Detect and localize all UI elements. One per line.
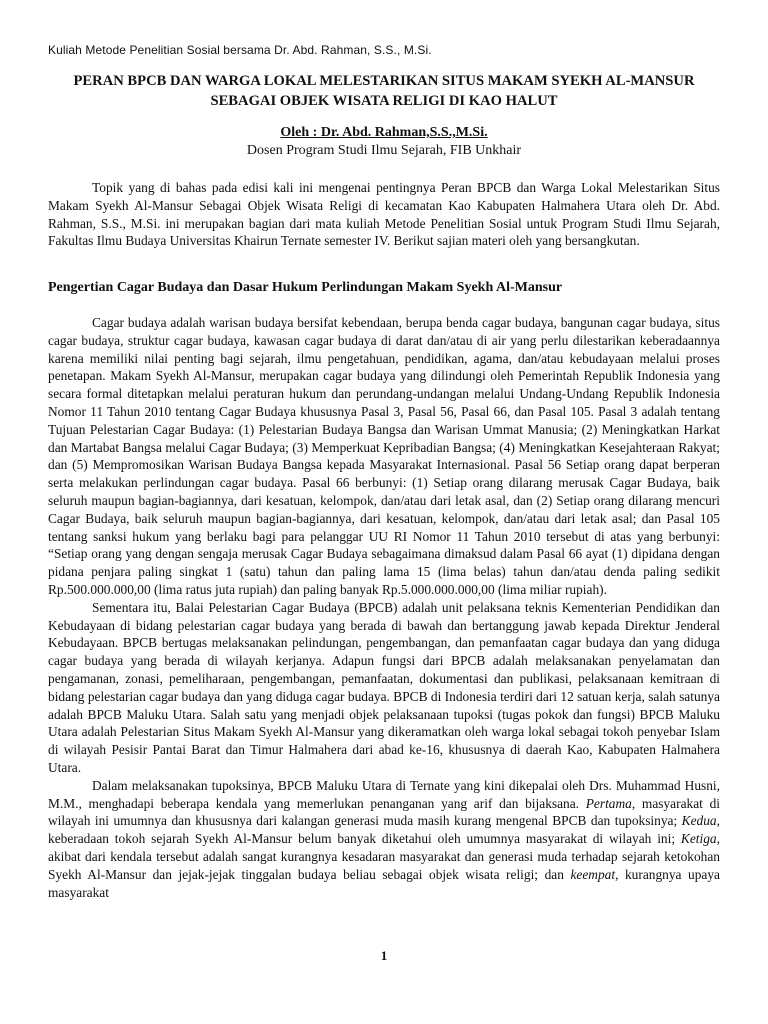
emphasis-kedua: Kedua	[681, 813, 717, 829]
text-run: , akibat dari kendala tersebut adalah sangat kurangnya kesadaran masyarakat dan generasi muda terhadap sejarah ketokohan Syekh Al-Mansur dan jejak-jejak tinggalan budaya beliau sebagai objek wisata religi; dan	[48, 831, 720, 882]
intro-block	[48, 179, 720, 250]
text-run: , masyarakat di wilayah ini umumnya dan khususnya dari kalangan generasi muda masih kurang mengenal BPCB dan tupoksinya;	[48, 795, 720, 829]
body-paragraph-1: Cagar budaya adalah warisan budaya bersifat kebendaan, berupa benda cagar budaya, bangunan cagar budaya, situs cagar budaya, struktur cagar budaya, kawasan cagar budaya di darat dan/atau di air yang perlu dilestarikan keberadaannya karena memiliki nilai penting bagi sejarah, ilmu pengetahuan, pendidikan, agama, dan/atau kebudayaan melalui proses penetapan. Makam Syekh Al-Mansur, merupakan cagar budaya yang dilindungi oleh Pemerintah Republik Indonesia yang secara formal ditetapkan melalui peraturan hukum dan perundang-undangan melalui Undang-Undang Republik Indonesia Nomor 11 Tahun 2010 tentang Cagar Budaya khususnya Pasal 3, Pasal 56, Pasal 66, dan Pasal 105. Pasal 3 adalah tentang Tujuan Pelestarian Cagar Budaya: (1) Pelestarian Budaya Bangsa dan Warisan Ummat Manusia; (2) Meningkatkan Harkat dan Martabat Bangsa melalui Cagar Budaya; (3) Memperkuat Kepribadian Bangsa; (4) Meningkatkan Kesejahteraan Rakyat; dan (5) Mempromosikan Warisan Budaya Bangsa kepada Masyarakat Internasional. Pasal 56 Setiap orang dapat berperan serta melakukan perlindungan cagar budaya. Pasal 66 berbunyi: (1) Setiap orang dilarang merusak Cagar Budaya, baik seluruh maupun bagian-bagiannya, dari kesatuan, kelompok, dan/atau dari letak asal, dan (2) Setiap orang dilarang mencuri Cagar Budaya, baik seluruh maupun bagian-bagiannya, dari kesatuan, kelompok, dan/atau dari letak asal; dan Pasal 105 tentang sanksi hukum yang berlaku bagi para pelanggar UU RI Nomor 11 Tahun 2010 tersebut di atas yang berbunyi: “Setiap orang yang dengan sengaja merusak Cagar Budaya sebagaimana dimaksud dalam Pasal 66 ayat (1) dipidana dengan pidana penjara paling singkat 1 (satu) tahun dan paling lama 15 (lima belas) tahun dan/atau denda paling sedikit Rp.500.000.000,00 (lima ratus juta rupiah) dan paling banyak Rp.5.000.000.000,00 (lima miliar rupiah).	[48, 315, 720, 597]
page-number: 1	[380, 948, 388, 963]
text-run: , kurangnya upaya masyarakat	[48, 866, 720, 900]
article-author: Oleh : Dr. Abd. Rahman,S.S.,M.Si.	[280, 125, 488, 140]
running-header: Kuliah Metode Penelitian Sosial bersama Dr. Abd. Rahman, S.S., M.Si.	[48, 43, 432, 57]
intro-paragraph: Topik yang di bahas pada edisi kali ini mengenai pentingnya Peran BPCB dan Warga Lokal Melestarikan Situs Makam Syekh Al-Mansur Sebagai Objek Wisata Religi di kecamatan Kao Kabupaten Halmahera Utara oleh Dr. Abd. Rahman, S.S., M.Si. ini merupakan bagian dari mata kuliah Metode Penelitian Sosial untuk Program Studi Ilmu Sejarah, Fakultas Ilmu Budaya Universitas Khairun Ternate semester IV. Berikut sajian materi oleh yang bersangkutan.	[48, 180, 720, 249]
emphasis-keempat: keempat	[570, 866, 616, 882]
body-block	[48, 314, 720, 901]
emphasis-pertama: Pertama	[585, 795, 632, 811]
article-title: PERAN BPCB DAN WARGA LOKAL MELESTARIKAN SITUS MAKAM SYEKH AL-MANSUR SEBAGAI OBJEK WISATA RELIGI DI KAO HALUT	[73, 73, 695, 109]
text-run: Dalam melaksanakan tupoksinya, BPCB Maluku Utara di Ternate yang kini dikepalai oleh Drs. Muhammad Husni, M.M., menghadapi beberapa kendala yang memerlukan penanganan yang arif dan bijaksana.	[48, 777, 720, 811]
emphasis-ketiga: Ketiga	[680, 831, 717, 847]
author-affiliation: Dosen Program Studi Ilmu Sejarah, FIB Unkhair	[246, 143, 522, 158]
section-heading: Pengertian Cagar Budaya dan Dasar Hukum Perlindungan Makam Syekh Al-Mansur	[48, 280, 563, 295]
body-paragraph-3	[48, 777, 720, 902]
body-paragraph-2: Sementara itu, Balai Pelestarian Cagar Budaya (BPCB) adalah unit pelaksana teknis Kementerian Pendidikan dan Kebudayaan di bidang pelestarian cagar budaya yang berada di bawah dan bertanggung jawab kepada Direktur Jenderal Kebudayaan. BPCB bertugas melaksanakan pelindungan, pengembangan, dan pemanfaatan cagar budaya dan yang diduga cagar budaya yang berada di wilayah kerjanya. Adapun fungsi dari BPCB adalah melaksanakan penyelamatan dan pengamanan, zonasi, pemeliharaan, pengembangan, pemanfaatan, dokumentasi dan publikasi, pelaksanaan kemitraan di bidang pelestarian cagar budaya dan yang diduga cagar budaya. BPCB di Indonesia terdiri dari 12 satuan kerja, salah satunya adalah BPCB Maluku Utara. Salah satu yang menjadi objek pelaksanaan tupoksi (tugas pokok dan fungsi) BPCB Maluku Utara adalah Pelestarian Situs Makam Syekh Al-Mansur yang dikeramatkan oleh warga lokal sebagai tokoh penyebar Islam di wilayah Pesisir Pantai Barat dan Timur Halmahera dari abad ke-16, khususnya di daerah Kao, Kabupaten Halmahera Utara.	[48, 599, 720, 775]
text-run: , keberadaan tokoh sejarah Syekh Al-Mansur belum banyak diketahui oleh umumnya masyarakat di wilayah ini;	[48, 813, 720, 847]
